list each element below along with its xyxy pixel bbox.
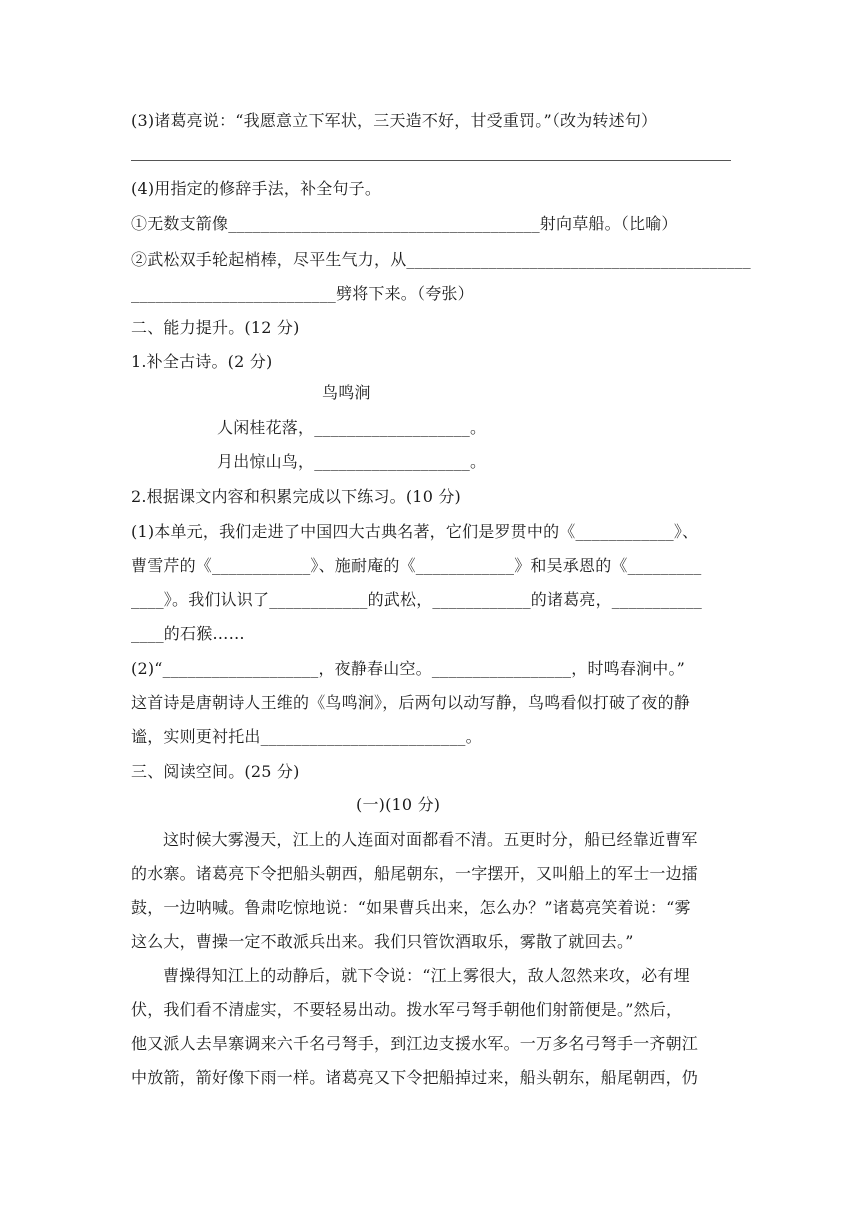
passage-line: 的水寨。诸葛亮下令把船头朝西，船尾朝东，一字摆开，又叫船上的军士一边擂 [131,864,699,883]
poem-line-1: 人闲桂花落，___________________。 [217,418,487,437]
poem-fill-question-cont-2: 谧，实则更衬托出_________________________。 [131,727,482,746]
passage-line: 中放箭，箭好像下雨一样。诸葛亮又下令把船掉过来，船头朝东，船尾朝西，仍 [131,1068,699,1087]
poem-title: 鸟鸣涧 [322,383,371,402]
poem-fill-question: (2)“___________________，夜静春山空。_________________，时鸣春涧中。” [131,659,686,678]
poem-fill-question-cont-1: 这首诗是唐朝诗人王维的《鸟鸣涧》，后两句以动写静，鸟鸣看似打破了夜的静 [131,693,691,712]
answer-line [131,160,731,161]
passage-line: 鼓，一边呐喊。鲁肃吃惊地说：“如果曹兵出来，怎么办？”诸葛亮笑着说：“雾 [131,898,691,917]
section-2-heading: 二、能力提升。(12 分) [131,318,300,337]
passage-line: 这么大，曹操一定不敢派兵出来。我们只管饮酒取乐，雾散了就回去。” [131,932,634,951]
question-3-rewrite: (3)诸葛亮说：“我愿意立下军状，三天造不好，甘受重罚。”（改为转述句） [131,111,658,130]
passage-line: 这时候大雾漫天，江上的人连面对面都看不清。五更时分，船已经靠近曹军 [163,830,698,849]
section-3-heading: 三、阅读空间。(25 分) [131,762,300,781]
classics-question-cont-3: ____的石猴…… [131,624,245,643]
classics-question: (1)本单元，我们走进了中国四大古典名著，它们是罗贯中的《____________》、 [131,522,699,541]
question-4-heading: (4)用指定的修辞手法，补全句子。 [131,179,382,198]
poem-line-2: 月出惊山鸟，___________________。 [217,452,487,471]
question-2-heading: 2.根据课文内容和积累完成以下练习。(10 分) [131,487,461,506]
hyperbole-question: ②武松双手轮起梢棒，尽平生气力，从__________________________________________ [131,250,751,269]
passage-line: 曹操得知江上的动静后，就下令说：“江上雾很大，敌人忽然来攻，必有埋 [163,966,690,985]
hyperbole-question-cont: _________________________劈将下来。（夸张） [131,284,474,303]
simile-question: ①无数支箭像______________________________________射向草船。（比喻） [131,214,678,233]
passage-line: 他又派人去旱寨调来六千名弓弩手，到江边支援水军。一万多名弓弩手一齐朝江 [131,1034,699,1053]
poem-question-heading: 1.补全古诗。(2 分) [131,352,273,371]
classics-question-cont-1: 曹雪芹的《____________》、施耐庵的《____________》和吴承恩的《_________ [131,556,702,575]
reading-part-1-heading: (一)(10 分) [356,795,441,814]
classics-question-cont-2: ____》。我们认识了____________的武松，____________的诸葛亮，___________ [131,590,703,609]
passage-line: 伏，我们看不清虚实，不要轻易出动。拨水军弓弩手朝他们射箭便是。”然后， [131,1000,683,1019]
